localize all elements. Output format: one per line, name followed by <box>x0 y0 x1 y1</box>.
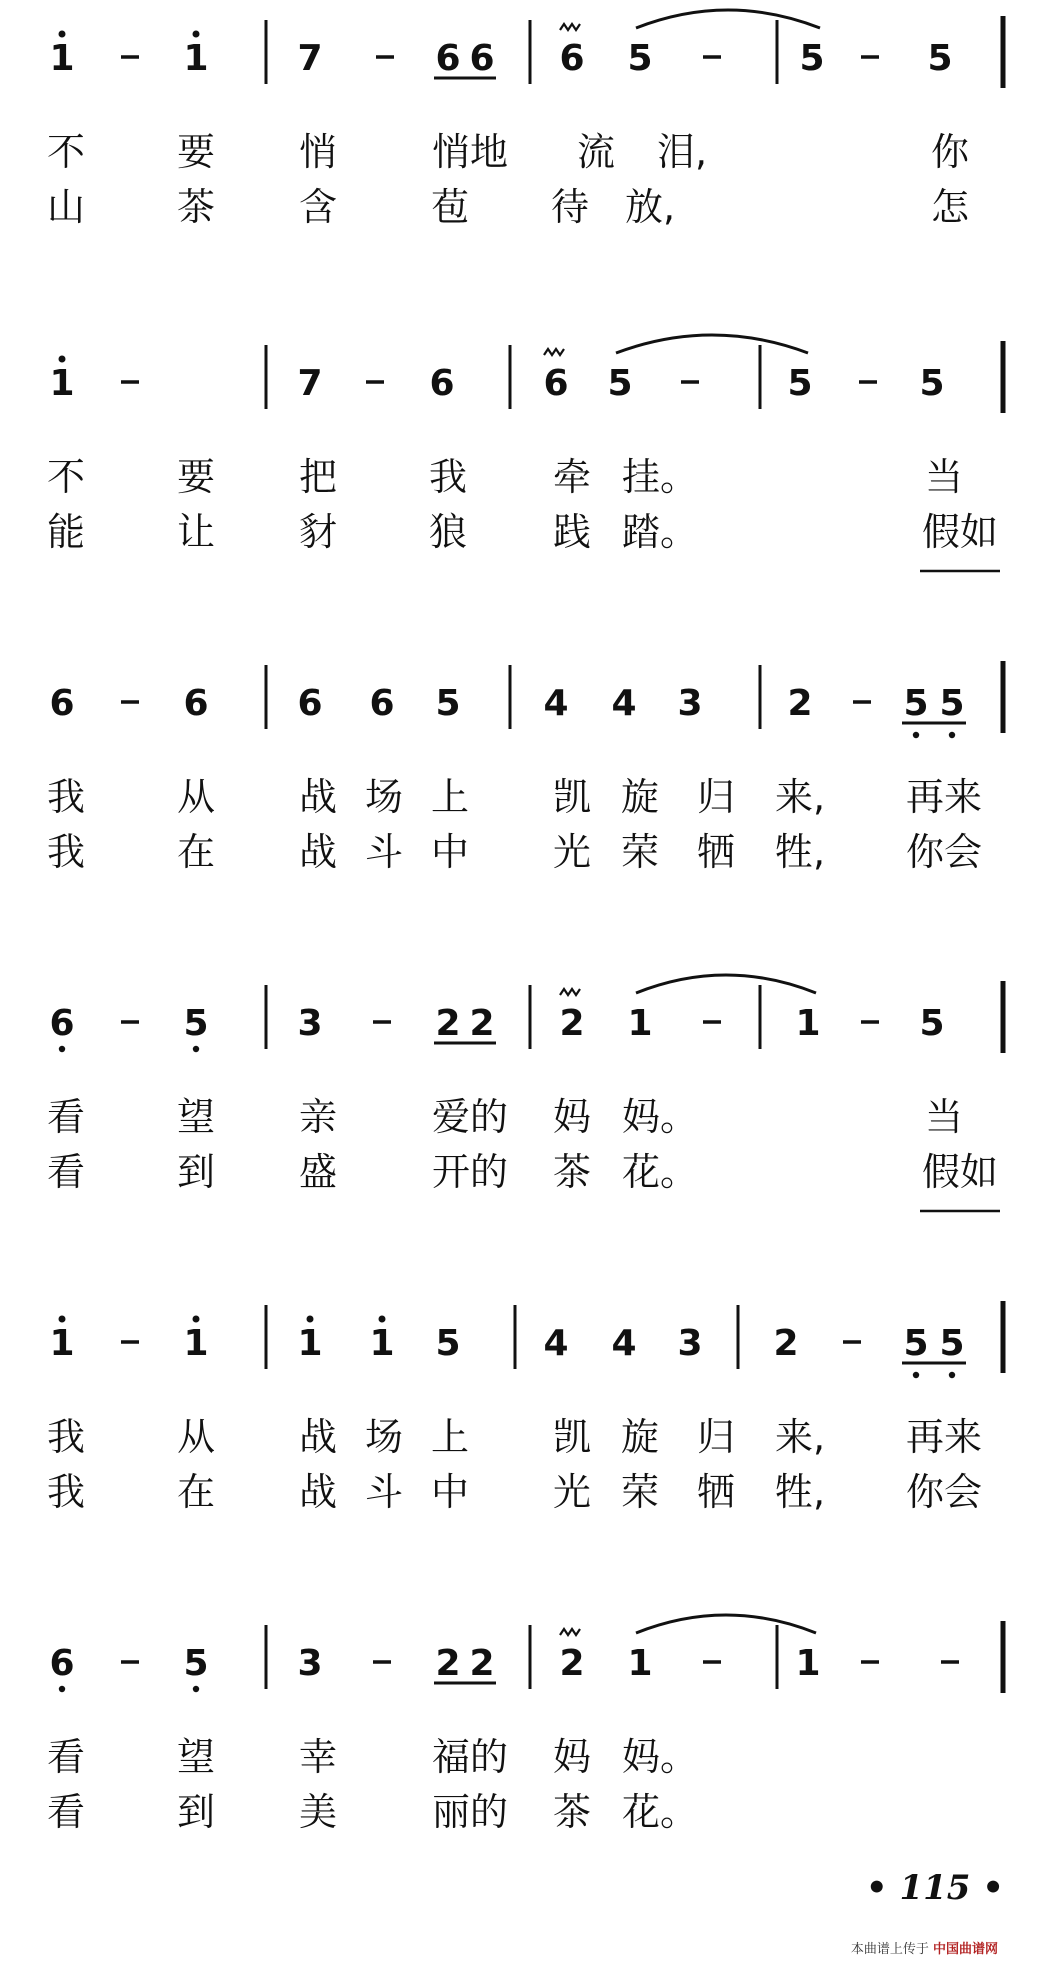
note-1: 1 <box>795 1643 821 1684</box>
note-5: 5 <box>607 363 633 404</box>
octave-dot-above <box>307 1316 314 1323</box>
note-2: 2 <box>787 683 813 724</box>
lyric-verse-1: 我 <box>46 775 86 819</box>
note-3: 3 <box>677 683 703 724</box>
lyric-verse-2: 茶 <box>176 185 216 229</box>
lyric-verse-2: 中 <box>430 1470 470 1514</box>
lyric-verse-2: 苞 <box>430 185 470 229</box>
note-5: 5 <box>927 38 953 79</box>
note-high-1: 1 <box>369 1323 395 1364</box>
lyric-verse-1: 福的 <box>431 1735 509 1779</box>
lyric-verse-1: 望 <box>176 1735 216 1779</box>
note-5: 5 <box>939 1323 965 1364</box>
note-7: 7 <box>297 38 323 79</box>
lyric-verse-2: 到 <box>176 1790 216 1834</box>
lyric-verse-2: 我 <box>46 1470 86 1514</box>
octave-dot-below <box>949 1372 955 1378</box>
lyric-verse-2: 让 <box>176 510 216 554</box>
lyric-verse-1: 来, <box>774 775 826 819</box>
note-6: 6 <box>49 1003 75 1044</box>
credit-site-name: 中国曲谱网 <box>932 1942 998 1957</box>
lyric-verse-1: 凯 <box>552 1415 592 1459</box>
score-row-2 <box>47 335 1003 571</box>
lyric-verse-1: 从 <box>176 775 216 819</box>
note-2: 2 <box>469 1643 495 1684</box>
lyric-verse-2: 中 <box>430 830 470 874</box>
note-6: 6 <box>297 683 323 724</box>
lyric-verse-2: 在 <box>176 1470 216 1514</box>
note-5: 5 <box>787 363 813 404</box>
lyric-verse-1: 不 <box>46 455 86 499</box>
page-number: • 115 • <box>865 1868 1004 1908</box>
note-4: 4 <box>543 683 569 724</box>
octave-dot-above <box>59 356 66 363</box>
lyric-verse-1: 上 <box>430 1415 470 1459</box>
lyric-verse-1: 凯 <box>552 775 592 819</box>
note-high-1: 1 <box>297 1323 323 1364</box>
tie-slur <box>616 335 808 353</box>
lyric-verse-2: 荣 <box>620 830 660 874</box>
tie-slur <box>636 975 816 993</box>
note-6: 6 <box>469 38 495 79</box>
lyric-verse-2: 茶 <box>552 1150 592 1194</box>
lyric-verse-2: 我 <box>46 830 86 874</box>
mordent-ornament <box>560 1629 580 1635</box>
lyric-verse-2: 花。 <box>621 1790 699 1834</box>
note-6: 6 <box>559 38 585 79</box>
note-5: 5 <box>903 683 929 724</box>
lyric-verse-2: 含 <box>298 185 338 229</box>
upload-credit <box>851 1938 998 1957</box>
lyric-verse-2: 美 <box>298 1790 338 1834</box>
note-3: 3 <box>297 1643 323 1684</box>
lyric-verse-2: 盛 <box>298 1150 338 1194</box>
lyric-verse-1: 上 <box>430 775 470 819</box>
lyric-verse-2: 假如 <box>921 510 999 554</box>
lyric-verse-1: 牵 <box>552 455 592 499</box>
note-5: 5 <box>183 1003 209 1044</box>
octave-dot-below <box>59 1686 65 1692</box>
lyric-verse-1: 再来 <box>905 775 983 819</box>
lyric-verse-2: 践 <box>552 510 592 554</box>
lyric-verse-1: 我 <box>428 455 468 499</box>
lyric-verse-1: 我 <box>46 1415 86 1459</box>
note-7: 7 <box>297 363 323 404</box>
lyric-verse-2: 牲, <box>774 1470 826 1514</box>
note-4: 4 <box>611 683 637 724</box>
lyric-verse-1: 归 <box>696 775 736 819</box>
lyric-verse-2: 战 <box>298 830 338 874</box>
lyric-verse-2: 在 <box>176 830 216 874</box>
lyric-verse-2: 怎 <box>930 185 970 229</box>
lyric-verse-1: 你 <box>930 130 970 174</box>
lyric-verse-1: 旋 <box>620 775 660 819</box>
note-5: 5 <box>903 1323 929 1364</box>
lyric-verse-2: 光 <box>552 1470 592 1514</box>
note-5: 5 <box>183 1643 209 1684</box>
lyric-verse-1: 妈 <box>552 1735 592 1779</box>
lyric-verse-1: 战 <box>298 1415 338 1459</box>
score-row-1 <box>47 10 1003 229</box>
note-1: 1 <box>627 1003 653 1044</box>
lyric-verse-1: 妈 <box>552 1095 592 1139</box>
octave-dot-below <box>193 1046 199 1052</box>
lyric-verse-2: 开的 <box>431 1150 509 1194</box>
lyric-verse-2: 山 <box>46 185 86 229</box>
lyric-verse-1: 不 <box>46 130 86 174</box>
lyric-verse-2: 看 <box>46 1790 86 1834</box>
note-high-1: 1 <box>49 38 75 79</box>
lyric-verse-1: 悄 <box>298 130 338 174</box>
note-6: 6 <box>183 683 209 724</box>
octave-dot-above <box>193 1316 200 1323</box>
octave-dot-below <box>913 732 919 738</box>
note-6: 6 <box>429 363 455 404</box>
note-6: 6 <box>49 1643 75 1684</box>
lyric-verse-1: 从 <box>176 1415 216 1459</box>
lyric-verse-1: 把 <box>298 455 338 499</box>
lyric-verse-1: 泪, <box>656 130 708 174</box>
note-6: 6 <box>435 38 461 79</box>
note-6: 6 <box>369 683 395 724</box>
lyric-verse-2: 你会 <box>905 830 983 874</box>
lyric-verse-2: 斗 <box>364 1470 404 1514</box>
octave-dot-above <box>193 31 200 38</box>
note-5: 5 <box>799 38 825 79</box>
mordent-ornament <box>560 989 580 995</box>
octave-dot-above <box>379 1316 386 1323</box>
note-5: 5 <box>919 1003 945 1044</box>
lyric-verse-1: 战 <box>298 775 338 819</box>
octave-dot-below <box>949 732 955 738</box>
lyric-verse-1: 挂。 <box>621 455 699 499</box>
octave-dot-above <box>59 1316 66 1323</box>
score-row-6 <box>47 1615 1003 1834</box>
note-2: 2 <box>435 1003 461 1044</box>
note-3: 3 <box>677 1323 703 1364</box>
score-row-4 <box>47 975 1003 1211</box>
lyric-verse-2: 踏。 <box>621 510 699 554</box>
note-4: 4 <box>611 1323 637 1364</box>
lyric-verse-1: 归 <box>696 1415 736 1459</box>
lyric-verse-1: 当 <box>924 455 964 499</box>
lyric-verse-1: 旋 <box>620 1415 660 1459</box>
lyric-verse-2: 你会 <box>905 1470 983 1514</box>
lyric-verse-2: 假如 <box>921 1150 999 1194</box>
lyric-verse-1: 望 <box>176 1095 216 1139</box>
credit-prefix: 本曲谱上传于 <box>850 1942 929 1957</box>
lyric-verse-2: 狼 <box>428 510 468 554</box>
note-2: 2 <box>469 1003 495 1044</box>
note-high-1: 1 <box>183 38 209 79</box>
tie-slur <box>636 10 820 28</box>
octave-dot-below <box>59 1046 65 1052</box>
lyric-verse-1: 妈。 <box>621 1095 699 1139</box>
lyric-verse-2: 花。 <box>621 1150 699 1194</box>
lyric-verse-1: 爱的 <box>431 1095 509 1139</box>
octave-dot-above <box>59 31 66 38</box>
lyric-verse-2: 斗 <box>364 830 404 874</box>
lyric-verse-1: 当 <box>924 1095 964 1139</box>
note-high-1: 1 <box>49 1323 75 1364</box>
note-high-1: 1 <box>183 1323 209 1364</box>
note-2: 2 <box>435 1643 461 1684</box>
note-2: 2 <box>773 1323 799 1364</box>
tie-slur <box>636 1615 816 1633</box>
note-5: 5 <box>919 363 945 404</box>
note-5: 5 <box>435 683 461 724</box>
note-5: 5 <box>627 38 653 79</box>
score-row-5 <box>47 1301 1003 1514</box>
note-4: 4 <box>543 1323 569 1364</box>
note-3: 3 <box>297 1003 323 1044</box>
lyric-verse-1: 要 <box>176 130 216 174</box>
lyric-verse-2: 牺 <box>696 830 736 874</box>
note-1: 1 <box>795 1003 821 1044</box>
mordent-ornament <box>560 24 580 30</box>
lyric-verse-2: 待 <box>550 185 590 229</box>
score-row-3 <box>47 661 1003 874</box>
lyric-verse-2: 战 <box>298 1470 338 1514</box>
lyric-verse-2: 放, <box>624 185 676 229</box>
lyric-verse-1: 亲 <box>298 1095 338 1139</box>
lyric-verse-1: 场 <box>364 775 404 819</box>
lyric-verse-2: 光 <box>552 830 592 874</box>
octave-dot-below <box>913 1372 919 1378</box>
mordent-ornament <box>544 349 564 355</box>
lyric-verse-1: 看 <box>46 1095 86 1139</box>
lyric-verse-2: 荣 <box>620 1470 660 1514</box>
octave-dot-below <box>193 1686 199 1692</box>
lyric-verse-1: 流 <box>576 130 616 174</box>
lyric-verse-1: 场 <box>364 1415 404 1459</box>
lyric-verse-2: 牲, <box>774 830 826 874</box>
lyric-verse-1: 妈。 <box>621 1735 699 1779</box>
note-1: 1 <box>627 1643 653 1684</box>
lyric-verse-1: 悄地 <box>431 130 509 174</box>
lyric-verse-2: 豺 <box>298 510 338 554</box>
note-6: 6 <box>543 363 569 404</box>
lyric-verse-1: 再来 <box>905 1415 983 1459</box>
note-2: 2 <box>559 1643 585 1684</box>
note-5: 5 <box>435 1323 461 1364</box>
note-high-1: 1 <box>49 363 75 404</box>
lyric-verse-1: 来, <box>774 1415 826 1459</box>
lyric-verse-1: 幸 <box>298 1735 338 1779</box>
lyric-verse-1: 看 <box>46 1735 86 1779</box>
note-6: 6 <box>49 683 75 724</box>
lyric-verse-2: 看 <box>46 1150 86 1194</box>
note-2: 2 <box>559 1003 585 1044</box>
lyric-verse-2: 牺 <box>696 1470 736 1514</box>
lyric-verse-2: 茶 <box>552 1790 592 1834</box>
lyric-verse-2: 能 <box>46 510 86 554</box>
lyric-verse-1: 要 <box>176 455 216 499</box>
lyric-verse-2: 丽的 <box>431 1790 509 1834</box>
note-5: 5 <box>939 683 965 724</box>
lyric-verse-2: 到 <box>176 1150 216 1194</box>
